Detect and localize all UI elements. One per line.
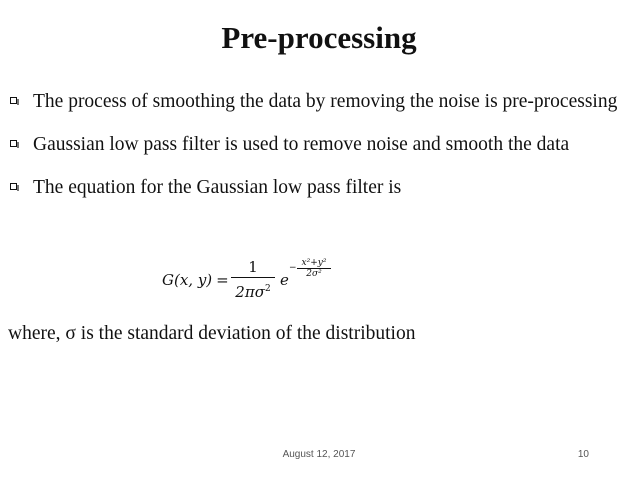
bullet-item xyxy=(8,90,633,113)
page-number: 10 xyxy=(577,449,589,460)
bullet-list xyxy=(8,90,633,199)
formula-numerator: 1 xyxy=(248,258,258,276)
sigma-note: where, σ is the standard deviation of the distribution xyxy=(8,323,416,344)
bullet-item xyxy=(8,176,633,199)
exponent-numerator: x²+y² xyxy=(301,258,327,268)
bullet-text: The process of smoothing the data by removing the noise is pre-processing xyxy=(33,91,618,112)
gaussian-formula: G(x, y) = 1 $2\pi\sigma^2$ e − x²+y² 2σ² xyxy=(162,258,362,308)
slide-title: Pre-processing xyxy=(221,20,417,55)
formula-denominator: $2\pi\sigma^2$ xyxy=(235,283,271,301)
exponent-denominator: 2σ² xyxy=(306,269,322,279)
formula-fraction xyxy=(231,258,275,302)
bullet-text: Gaussian low pass filter is used to remove noise and smooth the data xyxy=(33,134,570,155)
footer-date: August 12, 2017 xyxy=(282,449,356,460)
fraction-bar xyxy=(231,277,275,278)
square-bullet-icon xyxy=(10,97,17,104)
square-bullet-icon xyxy=(10,183,17,190)
formula-exponential-base: e xyxy=(280,271,289,289)
formula-lhs: G(x, y) = xyxy=(162,271,229,289)
square-bullet-icon xyxy=(10,140,17,147)
bullet-item xyxy=(8,133,633,156)
bullet-text: The equation for the Gaussian low pass filter is xyxy=(33,177,402,198)
